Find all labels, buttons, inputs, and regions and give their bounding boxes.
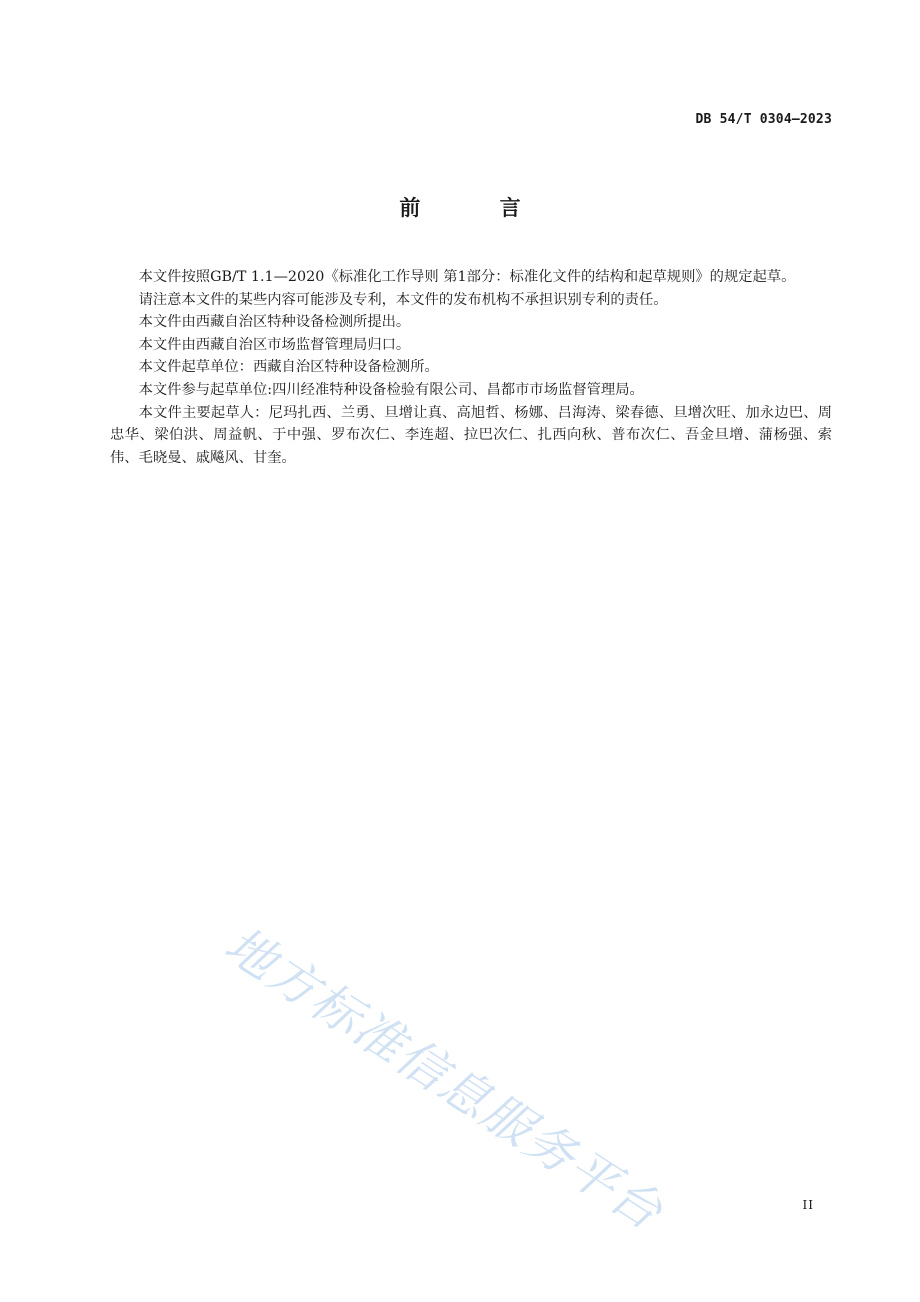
paragraph-drafting-unit: 本文件起草单位：西藏自治区特种设备检测所。 — [138, 359, 439, 376]
page-number: II — [802, 1198, 814, 1212]
foreword-body — [110, 266, 832, 469]
page-title: 前 言 — [399, 196, 557, 220]
paragraph-proposer: 本文件由西藏自治区特种设备检测所提出。 — [138, 314, 411, 331]
document-number: DB 54/T 0304—2023 — [695, 112, 832, 127]
paragraph-patent-notice: 请注意本文件的某些内容可能涉及专利，本文件的发布机构不承担识别专利的责任。 — [138, 291, 668, 308]
paragraph-administrator: 本文件由西藏自治区市场监督管理局归口。 — [138, 336, 411, 353]
paragraph-drafting-rules: 本文件按照GB/T 1.1—2020《标准化工作导则 第1部分：标准化文件的结构和起草规则》的规定起草。 — [138, 269, 796, 285]
watermark: 地方标准信息服务平台 — [214, 916, 674, 1242]
paragraph-participating-units: 本文件参与起草单位:四川经准特种设备检验有限公司、昌都市市场监督管理局。 — [138, 381, 644, 398]
paragraph-main-drafters: 本文件主要起草人：尼玛扎西、兰勇、旦增让真、高旭哲、杨娜、吕海涛、梁春德、旦增次旺、加永边巴、周忠华、梁伯洪、周益帆、于中强、罗布次仁、李连超、拉巴次仁、扎西向秋、普布次仁、吾金旦增、蒲杨强、索伟、毛晓曼、戚飚风、甘奎。 — [110, 404, 832, 466]
